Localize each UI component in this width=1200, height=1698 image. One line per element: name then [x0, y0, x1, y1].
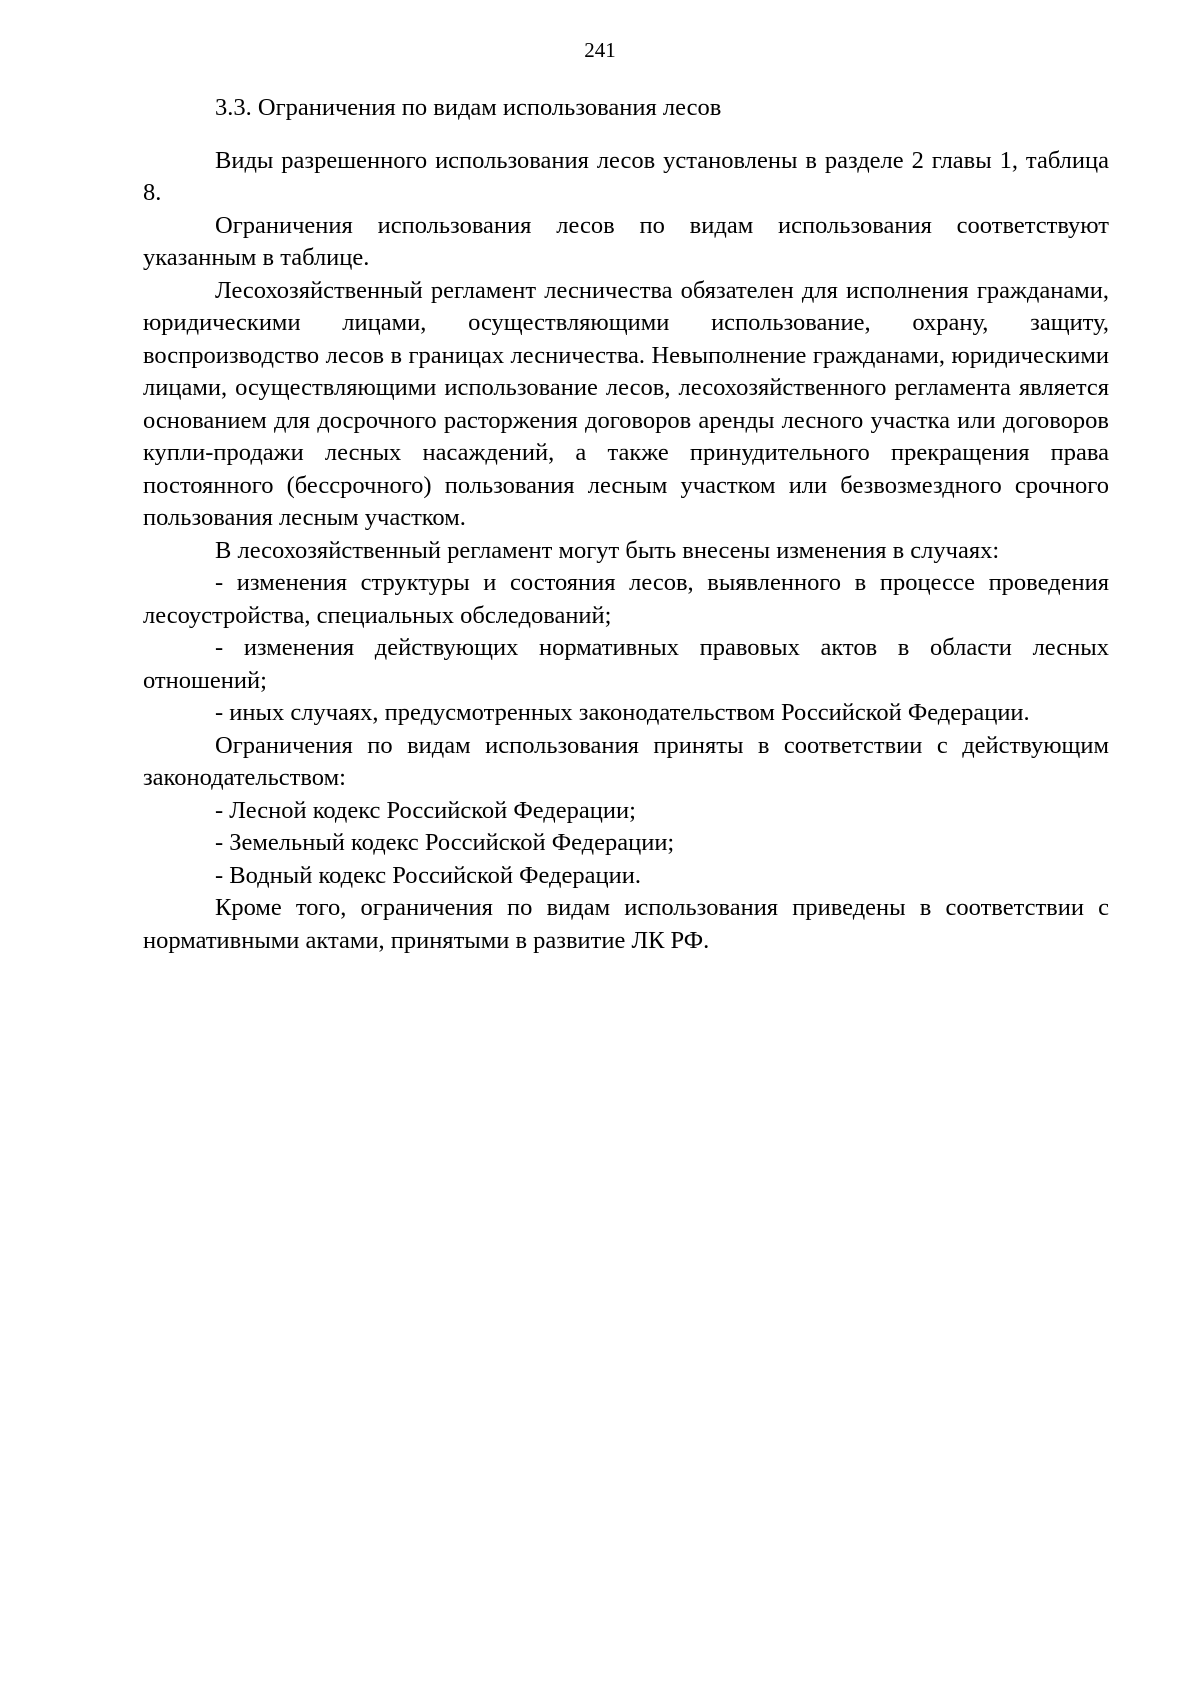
- page-content: [143, 92, 1109, 957]
- list-item-forest-code: - Лесной кодекс Российской Федерации;: [215, 796, 636, 824]
- list-item-land-code: - Земельный кодекс Российской Федерации;: [215, 829, 675, 856]
- list-item-other-cases: - иных случаях, предусмотренных законодательством Российской Федерации.: [215, 699, 1030, 726]
- list-item-forest-structure-changes: - изменения структуры и состояния лесов, выявленного в процессе проведения лесоустройства, специальных обследований;: [143, 569, 1109, 629]
- paragraph-regulation-mandatory: Лесохозяйственный регламент лесничества обязателен для исполнения гражданами, юридическими лицами, осуществляющими использование, охрану, защиту, воспроизводство лесов в границах лесничества. Невыполнение гражданами, юридическими лицами, осуществляющими использование лесов, лесохозяйственного регламента является основанием для досрочного расторжения договоров аренды лесного участка или договоров купли-продажи лесных насаждений, а также принудительного прекращения права постоянного (бессрочного) пользования лесным участком или безвозмездного срочного пользования лесным участком.: [143, 276, 1109, 531]
- paragraph-amendment-cases: В лесохозяйственный регламент могут быть внесены изменения в случаях:: [215, 536, 1000, 564]
- paragraph-permitted-uses: Виды разрешенного использования лесов установлены в разделе 2 главы 1, таблица 8.: [143, 146, 1109, 206]
- paragraph-legislation-basis: Ограничения по видам использования приняты в соответствии с действующим законодательством:: [143, 731, 1109, 791]
- list-item-legal-acts-changes: - изменения действующих нормативных правовых актов в области лесных отношений;: [143, 634, 1109, 694]
- list-item-water-code: - Водный кодекс Российской Федерации.: [215, 861, 641, 889]
- page-number: 241: [584, 38, 616, 62]
- paragraph-normative-acts: Кроме того, ограничения по видам использования приведены в соответствии с нормативными актами, принятыми в развитие ЛК РФ.: [143, 894, 1109, 954]
- section-heading: 3.3. Ограничения по видам использования лесов: [215, 94, 722, 121]
- paragraph-restrictions-table: Ограничения использования лесов по видам использования соответствуют указанным в таблице.: [143, 211, 1109, 271]
